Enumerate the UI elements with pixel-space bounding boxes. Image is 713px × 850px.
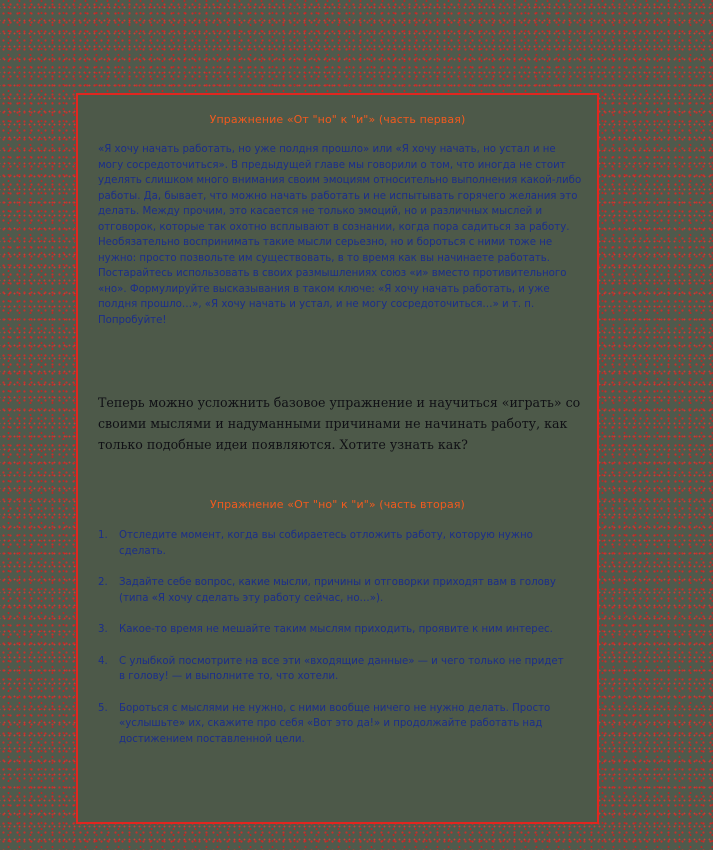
exercise-part2-heading: Упражнение «От "но" к "и"» (часть вторая) — [210, 498, 465, 511]
step-text: Задайте себе вопрос, какие мысли, причины и отговорки приходят вам в голову (типа «Я хочу сделать эту работу сейчас, но…»). — [119, 577, 556, 604]
book-page — [76, 93, 599, 824]
step-text: Какое-то время не мешайте таким мыслям приходить, проявите к ним интерес. — [119, 624, 553, 635]
step-number: 4. — [98, 655, 108, 667]
step-text: Отследите момент, когда вы собираетесь отложить работу, которую нужно сделать. — [119, 530, 533, 557]
step-number: 3. — [98, 624, 108, 635]
list-item — [98, 575, 568, 606]
list-item — [98, 528, 568, 559]
exercise-part1-heading: Упражнение «От "но" к "и"» (часть первая) — [209, 113, 466, 126]
exercise-part1-text: «Я хочу начать работать, но уже полдня прошло» или «Я хочу начать, но устал и не могу сосредоточиться». В предыдущей главе мы говорили о том, что иногда не стоит уделять слишком много внимания своим эмоциям относительно выполнения какой-либо работы. Да, бывает, что можно начать работать и не испытывать горячего желания это делать. Между прочим, это касается не только эмоций, но и различных мыслей и отговорок, которые так охотно всплывают в сознании, когда пора садиться за работу. Необязательно воспринимать такие мысли серьезно, но и бороться с ними тоже не нужно: просто позвольте им существовать, в то время как вы начинаете работать. Постарайтесь использовать в своих размышлениях союз «и» вместо противительного «но». Формулируйте высказывания в таком ключе: «Я хочу начать работать, и уже полдня прошло…», «Я хочу начать и устал, и не могу сосредоточиться…» и т. п. Попробуйте! — [98, 144, 582, 326]
step-text: Бороться с мыслями не нужно, с ними вообще ничего не нужно делать. Просто «услышьте» их, скажите про себя «Вот это да!» и продолжайте работать над достижением поставленной цели. — [119, 702, 551, 745]
step-number: 1. — [98, 530, 108, 541]
transition-paragraph: Теперь можно усложнить базовое упражнение и научиться «играть» со своими мыслями и надуманными причинами не начинать работу, как только подобные идеи появляются. Хотите узнать как? — [98, 395, 581, 452]
list-item — [98, 701, 568, 748]
list-item — [98, 654, 568, 685]
step-number: 2. — [98, 577, 108, 588]
list-item — [98, 622, 568, 638]
step-number: 5. — [98, 702, 108, 714]
step-text: С улыбкой посмотрите на все эти «входящие данные» — и чего только не придет в голову! — и выполните то, что хотели. — [119, 655, 564, 682]
exercise-steps-list — [98, 528, 568, 763]
